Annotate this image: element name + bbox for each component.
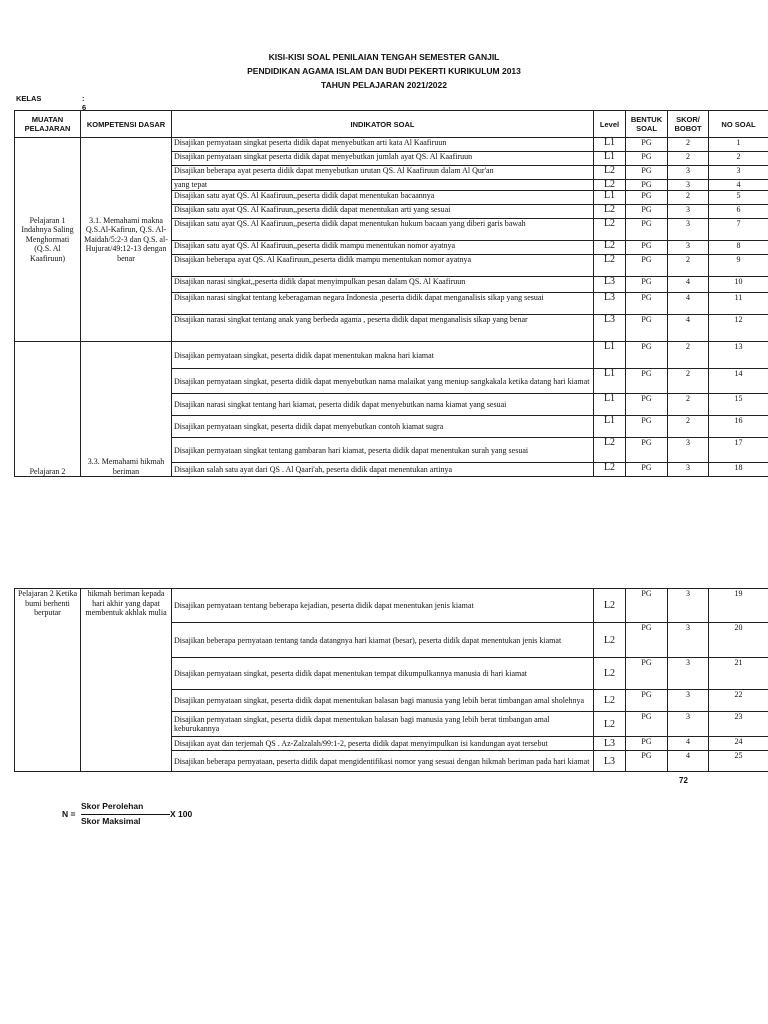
bentuk-cell: PG: [626, 241, 668, 255]
no-cell: 24: [709, 737, 768, 751]
no-cell: 1: [709, 138, 768, 152]
indikator-cell: Disajikan pernyataan singkat, peserta didik dapat menentukan tempat dikumpulkannya manusia di hari kiamat: [172, 658, 594, 690]
indikator-cell: yang tepat: [172, 180, 594, 191]
indikator-cell: Disajikan pernyataan tentang beberapa kejadian, peserta didik dapat menentukan jenis kiamat: [172, 589, 594, 623]
skor-cell: 4: [668, 751, 709, 772]
skor-cell: 4: [668, 277, 709, 293]
skor-cell: 3: [668, 180, 709, 191]
kompetensi-cell: [81, 342, 172, 477]
title-line-1: KISI-KISI SOAL PENILAIAN TENGAH SEMESTER GANJIL: [268, 52, 500, 62]
no-cell: 25: [709, 751, 768, 772]
no-cell: 19: [709, 589, 768, 623]
col-header-bentuk: BENTUK SOAL: [626, 111, 668, 138]
skor-cell: 2: [668, 191, 709, 205]
bentuk-cell: PG: [626, 438, 668, 463]
bentuk-cell: PG: [626, 205, 668, 219]
no-cell: 11: [709, 293, 768, 315]
skor-cell: 2: [668, 255, 709, 277]
indikator-cell: Disajikan pernyataan singkat, peserta didik dapat menentukan balasan bagi manusia yang lebih berat timbangan amal sholehnya: [172, 690, 594, 712]
skor-cell: 2: [668, 138, 709, 152]
no-cell: 17: [709, 438, 768, 463]
no-cell: 20: [709, 623, 768, 658]
title-line-3: TAHUN PELAJARAN 2021/2022: [321, 80, 447, 90]
muatan-cut-text: Pelajaran 2: [29, 466, 66, 476]
indikator-cell: Disajikan pernyataan singkat tentang gambaran hari kiamat, peserta didik dapat menentukan surah yang sesuai: [172, 438, 594, 463]
level-cell: L1: [594, 138, 626, 152]
indikator-cell: Disajikan satu ayat QS. Al Kaafiruun,,peserta didik dapat menentukan hukum bacaan yang diberi garis bawah: [172, 219, 594, 241]
col-header-kompetensi: KOMPETENSI DASAR: [81, 111, 172, 138]
skor-cell: 4: [668, 315, 709, 342]
level-cell: L2: [594, 241, 626, 255]
bentuk-cell: PG: [626, 394, 668, 416]
no-cell: 2: [709, 152, 768, 166]
no-cell: 5: [709, 191, 768, 205]
skor-cell: 3: [668, 690, 709, 712]
bentuk-cell: PG: [626, 737, 668, 751]
no-cell: 10: [709, 277, 768, 293]
no-cell: 15: [709, 394, 768, 416]
level-cell: L3: [594, 737, 626, 751]
indikator-cell: Disajikan narasi singkat tentang keberagaman negara Indonesia ,peserta didik dapat menganalisis sikap yang sesuai: [172, 293, 594, 315]
level-cell: L2: [594, 658, 626, 690]
indikator-cell: Disajikan ayat dan terjemah QS . Az-Zalzalah/99:1-2, peserta didik dapat menyimpulkan isi kandungan ayat tersebut: [172, 737, 594, 751]
indikator-cell: Disajikan narasi singkat tentang hari kiamat, peserta didik dapat menyebutkan nama kiamat yang sesuai: [172, 394, 594, 416]
bentuk-cell: PG: [626, 751, 668, 772]
skor-cell: 3: [668, 623, 709, 658]
col-header-level: Level: [594, 111, 626, 138]
table-row: [15, 589, 768, 623]
indikator-cell: Disajikan pernyataan singkat, peserta didik dapat menentukan balasan bagi manusia yang lebih berat timbangan amal keburukannya: [172, 712, 594, 737]
skor-cell: 3: [668, 438, 709, 463]
level-cell: L2: [594, 690, 626, 712]
indikator-cell: Disajikan pernyataan singkat peserta didik dapat menyebutkan arti kata Al Kaafiruun: [172, 138, 594, 152]
skor-cell: 2: [668, 342, 709, 369]
col-header-no: NO SOAL: [709, 111, 768, 138]
skor-cell: 3: [668, 219, 709, 241]
skor-cell: 3: [668, 463, 709, 477]
kelas-value: : 6: [82, 94, 87, 112]
bentuk-cell: PG: [626, 690, 668, 712]
bentuk-cell: PG: [626, 342, 668, 369]
skor-cell: 3: [668, 658, 709, 690]
table-row: [15, 138, 768, 152]
level-cell: L2: [594, 712, 626, 737]
level-cell: L3: [594, 751, 626, 772]
level-cell: L1: [594, 394, 626, 416]
indikator-cell: Disajikan beberapa pernyataan, peserta didik dapat mengidentifikasi nomor yang sesuai dengan hikmah beriman pada hari kiamat: [172, 751, 594, 772]
level-cell: L3: [594, 315, 626, 342]
muatan-cell: Pelajaran 2 Ketika bumi berhenti berputar: [15, 589, 81, 772]
skor-cell: 3: [668, 241, 709, 255]
indikator-cell: Disajikan pernyataan singkat, peserta didik dapat menyebutkan contoh kiamat sugra: [172, 416, 594, 438]
level-cell: L2: [594, 438, 626, 463]
bentuk-cell: PG: [626, 166, 668, 180]
formula-numerator: Skor Perolehan: [81, 801, 144, 811]
bentuk-cell: PG: [626, 219, 668, 241]
bentuk-cell: PG: [626, 277, 668, 293]
bentuk-cell: PG: [626, 255, 668, 277]
level-cell: L1: [594, 342, 626, 369]
bentuk-cell: PG: [626, 712, 668, 737]
indikator-cell: Disajikan satu ayat QS. Al Kaafiruun,,peserta didik dapat menentukan bacaannya: [172, 191, 594, 205]
bentuk-cell: PG: [626, 293, 668, 315]
level-cell: L1: [594, 191, 626, 205]
no-cell: 3: [709, 166, 768, 180]
formula-rhs: X 100: [170, 809, 193, 819]
skor-cell: 3: [668, 712, 709, 737]
skor-cell: 2: [668, 369, 709, 394]
skor-cell: 4: [668, 293, 709, 315]
no-cell: 14: [709, 369, 768, 394]
bentuk-cell: PG: [626, 658, 668, 690]
title-line-2: PENDIDIKAN AGAMA ISLAM DAN BUDI PEKERTI KURIKULUM 2013: [247, 66, 521, 76]
skor-cell: 3: [668, 205, 709, 219]
bentuk-cell: PG: [626, 315, 668, 342]
skor-cell: 4: [668, 737, 709, 751]
bentuk-cell: PG: [626, 138, 668, 152]
total-score: 72: [679, 776, 688, 785]
kelas-row: [16, 94, 87, 112]
no-cell: 18: [709, 463, 768, 477]
bentuk-cell: PG: [626, 369, 668, 394]
skor-cell: 2: [668, 152, 709, 166]
bentuk-cell: PG: [626, 152, 668, 166]
kompetensi-cut-text: 3.3. Memahami hikmah beriman: [87, 457, 165, 476]
indikator-cell: Disajikan salah satu ayat dari QS . Al Qaari'ah, peserta didik dapat menentukan artinya: [172, 463, 594, 477]
no-cell: 16: [709, 416, 768, 438]
no-cell: 21: [709, 658, 768, 690]
bentuk-cell: PG: [626, 180, 668, 191]
skor-cell: 3: [668, 166, 709, 180]
no-cell: 23: [709, 712, 768, 737]
muatan-cell: [15, 342, 81, 477]
level-cell: L2: [594, 205, 626, 219]
indikator-cell: Disajikan beberapa ayat peserta didik dapat menyebutkan urutan QS. Al Kaafiruun dalam Al Qur'an: [172, 166, 594, 180]
indikator-cell: Disajikan beberapa pernyataan tentang tanda datangnya hari kiamat (besar), peserta didik dapat menentukan jenis kiamat: [172, 623, 594, 658]
bentuk-cell: PG: [626, 416, 668, 438]
indikator-cell: Disajikan pernyataan singkat, peserta didik dapat menentukan makna hari kiamat: [172, 342, 594, 369]
kompetensi-cell: hikmah beriman kepada hari akhir yang dapat membentuk akhlak mulia: [81, 589, 172, 772]
kompetensi-cell: 3.1. Memahami makna Q.S.Al-Kafirun, Q.S. Al-Maidah/5:2-3 dan Q.S. al-Hujurat/49:12-13 dengan benar: [81, 138, 172, 342]
skor-cell: 2: [668, 394, 709, 416]
col-header-skor: SKOR/ BOBOT: [668, 111, 709, 138]
indikator-cell: Disajikan satu ayat QS. Al Kaafiruun,,peserta didik mampu menentukan nomor ayatnya: [172, 241, 594, 255]
skor-cell: 3: [668, 589, 709, 623]
level-cell: L1: [594, 152, 626, 166]
indikator-cell: Disajikan satu ayat QS. Al Kaafiruun,,peserta didik dapat menentukan arti yang sesuai: [172, 205, 594, 219]
grid-table-page-2: [14, 588, 768, 776]
level-cell: L3: [594, 277, 626, 293]
indikator-cell: Disajikan pernyataan singkat peserta didik dapat menyebutkan jumlah ayat QS. Al Kaafiruun: [172, 152, 594, 166]
bentuk-cell: PG: [626, 191, 668, 205]
fraction-bar: [81, 814, 170, 815]
level-cell: L1: [594, 416, 626, 438]
bentuk-cell: PG: [626, 463, 668, 477]
level-cell: L2: [594, 255, 626, 277]
level-cell: L2: [594, 463, 626, 477]
no-cell: 4: [709, 180, 768, 191]
kelas-label: KELAS: [16, 94, 42, 103]
no-cell: 13: [709, 342, 768, 369]
level-cell: L2: [594, 219, 626, 241]
indikator-cell: Disajikan narasi singkat tentang anak yang berbeda agama , peserta didik dapat menganalisis sikap yang benar: [172, 315, 594, 342]
no-cell: 22: [709, 690, 768, 712]
level-cell: L2: [594, 623, 626, 658]
muatan-cell: Pelajaran 1 Indahnya Saling Menghormati (Q.S. Al Kaafiruun): [15, 138, 81, 342]
no-cell: 6: [709, 205, 768, 219]
no-cell: 8: [709, 241, 768, 255]
formula-lhs: N =: [62, 809, 76, 819]
grid-table-page-1: [14, 110, 768, 500]
level-cell: L2: [594, 166, 626, 180]
indikator-cell: Disajikan narasi singkat,,peserta didik dapat menyimpulkan pesan dalam QS. Al Kaafiruun: [172, 277, 594, 293]
indikator-cell: Disajikan pernyataan singkat, peserta didik dapat menyebutkan nama malaikat yang meniup sangkakala ketika datang hari kiamat: [172, 369, 594, 394]
bentuk-cell: PG: [626, 623, 668, 658]
indikator-cell: Disajikan beberapa ayat QS. Al Kaafiruun,,peserta didik mampu menentukan nomor ayatnya: [172, 255, 594, 277]
formula-denominator: Skor Maksimal: [81, 816, 141, 826]
table-row: [15, 342, 768, 369]
col-header-muatan: MUATAN PELAJARAN: [15, 111, 81, 138]
level-cell: L1: [594, 369, 626, 394]
level-cell: L3: [594, 293, 626, 315]
bentuk-cell: PG: [626, 589, 668, 623]
no-cell: 7: [709, 219, 768, 241]
skor-cell: 2: [668, 416, 709, 438]
level-cell: L2: [594, 180, 626, 191]
no-cell: 9: [709, 255, 768, 277]
col-header-indikator: INDIKATOR SOAL: [172, 111, 594, 138]
no-cell: 12: [709, 315, 768, 342]
level-cell: L2: [594, 589, 626, 623]
